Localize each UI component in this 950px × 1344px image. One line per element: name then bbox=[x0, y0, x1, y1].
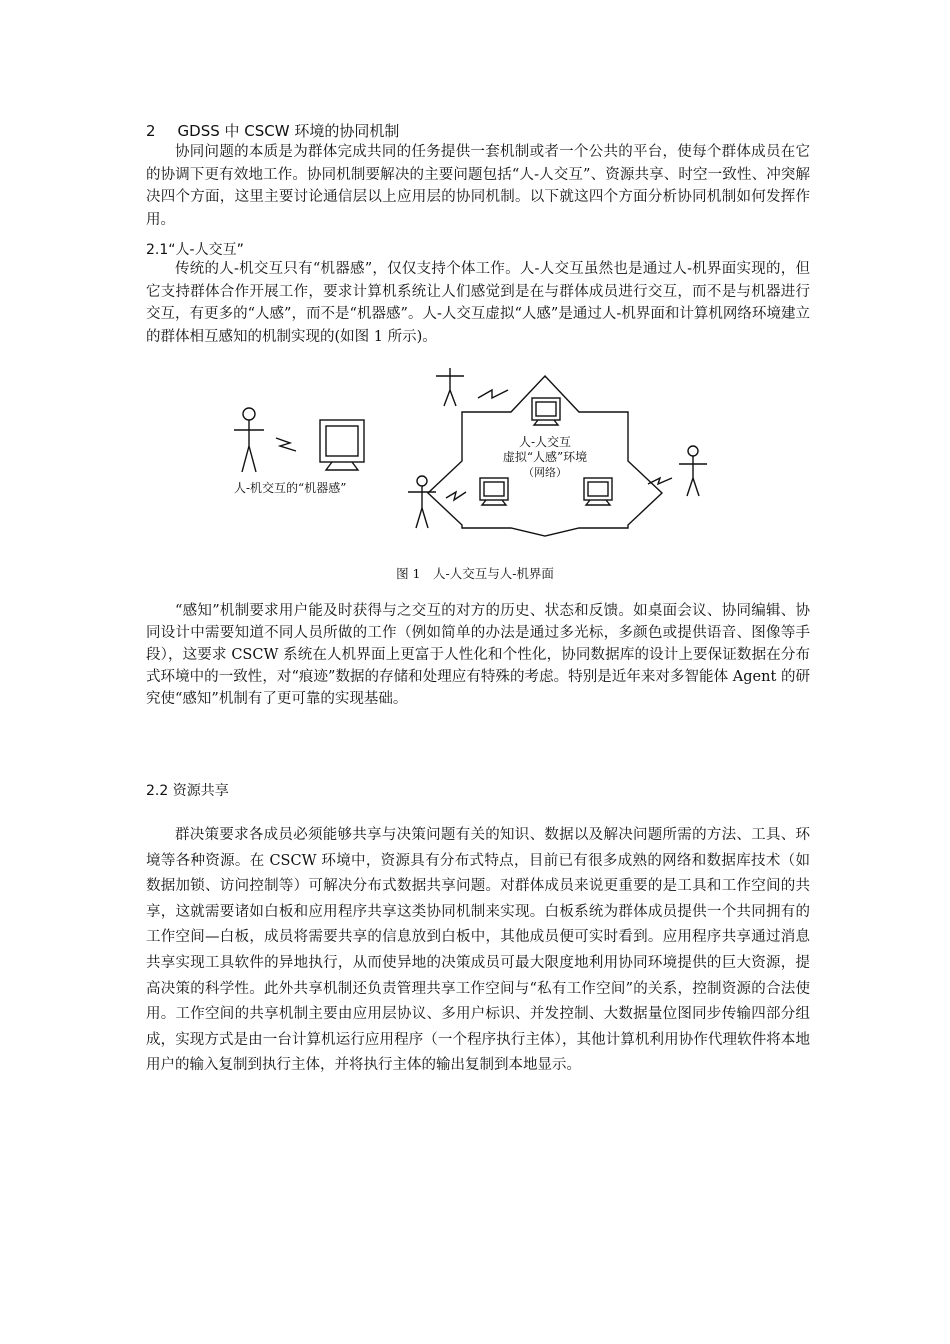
star-label-line2: 虚拟“人感”环境 bbox=[502, 450, 588, 464]
person-icon bbox=[408, 476, 436, 528]
subsection-paragraph: 传统的人-机交互只有“机器感”，仅仅支持个体工作。人-人交互虽然也是通过人-机界面实现的，但它支持群体合作开展工作，要求计算机系统让人们感觉到是在与群体成员进行交互，而不是与机器进行交互，有更多的“人感”，而不是“机器感”。人-人交互虚拟“人感”是通过人-机界面和计算机网络环境建立的群体相互感知的机制实现的(如图 1 所示)。 bbox=[146, 261, 810, 345]
connection-squiggle bbox=[478, 390, 508, 398]
star-label-line3: （网络） bbox=[523, 466, 567, 479]
monitor-icon bbox=[584, 478, 612, 505]
connection-squiggle bbox=[446, 492, 466, 500]
person-icon bbox=[679, 446, 707, 496]
figure-1-diagram bbox=[220, 368, 730, 538]
person-icon bbox=[234, 408, 264, 472]
section-heading bbox=[146, 120, 399, 141]
star-label-line1: 人-人交互 bbox=[518, 435, 572, 449]
subsection-paragraph: 群决策要求各成员必须能够共享与决策问题有关的知识、数据以及解决问题所需的方法、工具、环境等各种资源。在 CSCW 环境中，资源具有分布式特点，目前已有很多成熟的网络和数据库技术（如数据加锁、访问控制等）可解决分布式数据共享问题。对群体成员来说更重要的是工具和工作空间的共享，这就需要诸如白板和应用程序共享这类协同机制来实现。白板系统为群体成员提供一个共同拥有的工作空间—白板，成员将需要共享的信息放到白板中，其他成员便可实时看到。应用程序共享通过消息共享实现工具软件的异地执行，从而使异地的决策成员可最大限度地利用协同环境提供的巨大资源，提高决策的科学性。此外共享机制还负责管理共享工作空间与“私有工作空间”的关系，控制资源的合法使用。工作空间的共享机制主要由应用层协议、多用户标识、并发控制、大数据量位图同步传输四部分组成，实现方式是由一台计算机运行应用程序（一个程序执行主体），其他计算机利用协作代理软件将本地用户的输入复制到执行主体，并将执行主体的输出复制到本地显示。 bbox=[146, 827, 810, 1074]
monitor-icon bbox=[480, 478, 508, 505]
section-number: 2 bbox=[146, 122, 156, 140]
subsection-heading: 2.1“人-人交互” bbox=[146, 242, 244, 258]
connection-squiggle bbox=[276, 438, 296, 451]
monitor-icon bbox=[320, 420, 364, 470]
subsection-heading: 2.2 资源共享 bbox=[146, 783, 229, 799]
monitor-icon bbox=[532, 398, 560, 425]
section-title: GDSS 中 CSCW 环境的协同机制 bbox=[177, 122, 400, 140]
section-paragraph: 协同问题的本质是为群体完成共同的任务提供一套机制或者一个公共的平台，使每个群体成员在它的协调下更有效地工作。协同机制要解决的主要问题包括“人-人交互”、资源共享、时空一致性、冲突解决四个方面，这里主要讨论通信层以上应用层的协同机制。以下就这四个方面分析协同机制如何发挥作用。 bbox=[146, 144, 810, 228]
subsection-paragraph: “感知”机制要求用户能及时获得与之交互的对方的历史、状态和反馈。如桌面会议、协同编辑、协同设计中需要知道不同人员所做的工作（例如简单的办法是通过多光标，多颜色或提供语音、图像等手段），这要求 CSCW 系统在人机界面上更富于人性化和个性化，协同数据库的设计上要保证数据在分布式环境中的一致性，对“痕迹”数据的存储和处理应有特殊的考虑。特别是近年来对多智能体 Agent 的研究使“感知”机制有了更可靠的实现基础。 bbox=[146, 603, 810, 707]
left-figure-label: 人-机交互的“机器感” bbox=[234, 481, 347, 495]
figure-caption: 图 1 人-人交互与人-机界面 bbox=[396, 566, 554, 581]
person-icon bbox=[436, 368, 464, 406]
